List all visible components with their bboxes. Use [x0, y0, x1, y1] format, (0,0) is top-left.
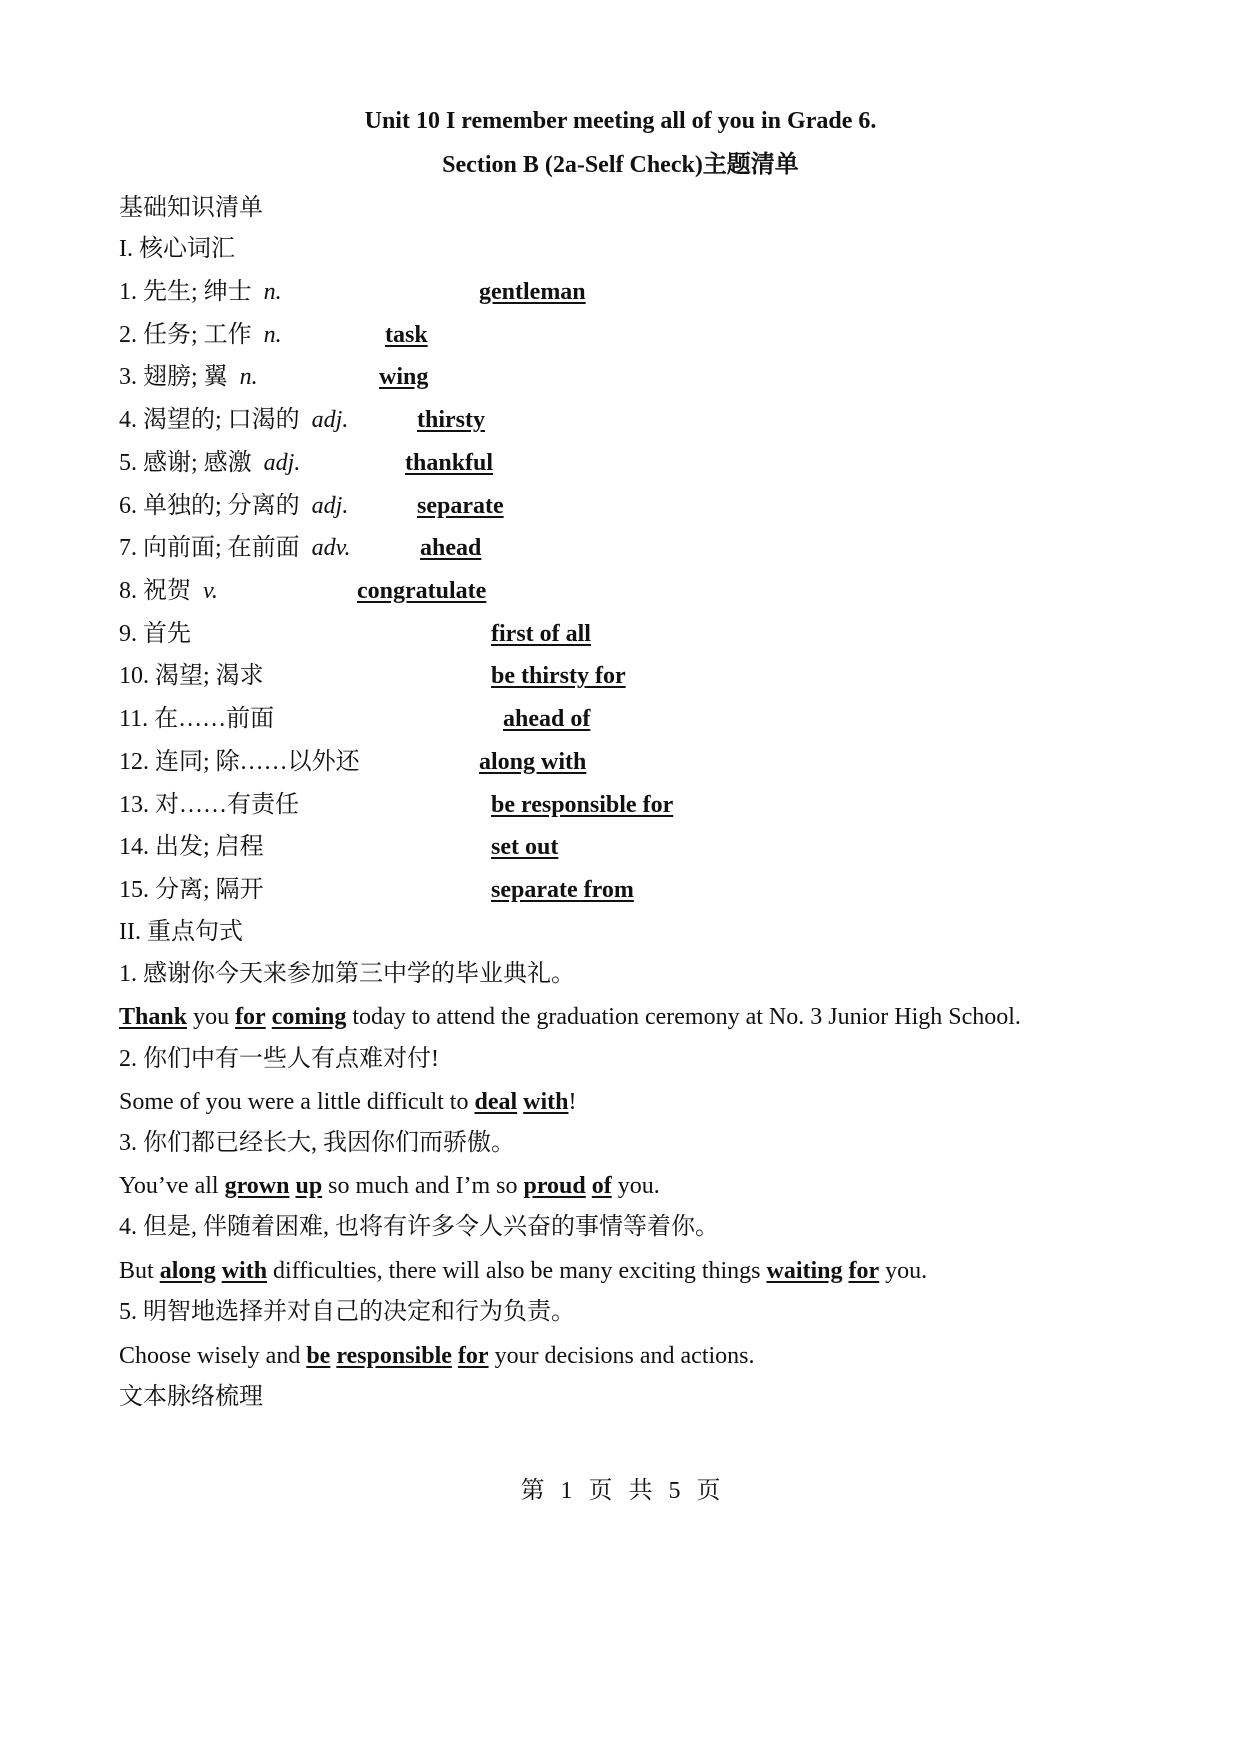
- basics-heading: 基础知识清单: [119, 195, 263, 221]
- vocab-answer: congratulate: [357, 578, 487, 604]
- sentence-text: your decisions and actions.: [488, 1343, 755, 1369]
- answer-word: with: [221, 1258, 268, 1284]
- sentences-heading: II. 重点句式: [119, 919, 243, 945]
- vocab-cn: 14. 出发; 启程: [119, 834, 264, 860]
- text-outline-heading: 文本脉络梳理: [119, 1384, 263, 1410]
- vocab-pos: adj.: [311, 407, 349, 433]
- sentence-text: so much and I’m so: [322, 1173, 524, 1199]
- vocab-pos: v.: [203, 578, 218, 604]
- vocab-cn: 12. 连同; 除……以外还: [119, 749, 360, 775]
- answer-word: deal: [474, 1089, 518, 1115]
- vocab-pos: n.: [263, 279, 282, 305]
- vocab-answer: wing: [379, 364, 429, 390]
- vocab-cn: 13. 对……有责任: [119, 792, 299, 818]
- sentence-text: you.: [879, 1258, 928, 1284]
- answer-word: for: [848, 1258, 880, 1284]
- vocab-pos: n.: [263, 322, 282, 348]
- sentence-text: You’ve all: [119, 1173, 225, 1199]
- answer-word: responsible: [336, 1343, 452, 1369]
- vocab-answer: be thirsty for: [491, 663, 626, 689]
- vocab-cn: 11. 在……前面: [119, 706, 275, 732]
- answer-word: grown: [224, 1173, 290, 1199]
- sentence-cn: 1. 感谢你今天来参加第三中学的毕业典礼。: [119, 961, 575, 987]
- vocab-answer: thirsty: [417, 407, 485, 433]
- sentence-text: you.: [611, 1173, 660, 1199]
- vocab-answer: gentleman: [479, 279, 586, 305]
- vocab-cn: 8. 祝贺: [119, 578, 191, 604]
- sentence-en: [119, 1087, 577, 1117]
- sentence-en: [119, 1256, 927, 1286]
- vocab-cn: 2. 任务; 工作: [119, 322, 252, 348]
- sentence-cn: 4. 但是, 伴随着困难, 也将有许多令人兴奋的事情等着你。: [119, 1214, 719, 1240]
- sentence-text: But: [119, 1258, 160, 1284]
- vocab-cn: 6. 单独的; 分离的: [119, 493, 300, 519]
- vocab-cn: 10. 渴望; 渴求: [119, 663, 264, 689]
- answer-word: Thank: [119, 1004, 188, 1030]
- vocab-cn: 1. 先生; 绅士: [119, 279, 252, 305]
- vocab-pos: adj.: [311, 493, 349, 519]
- sentence-cn: 5. 明智地选择并对自己的决定和行为负责。: [119, 1299, 575, 1325]
- sentence-text: Choose wisely and: [119, 1343, 307, 1369]
- sentence-text: you: [187, 1004, 236, 1030]
- vocab-cn: 4. 渴望的; 口渴的: [119, 407, 300, 433]
- vocab-answer: along with: [479, 749, 587, 775]
- vocab-pos: n.: [239, 364, 258, 390]
- vocab-cn: 5. 感谢; 感激: [119, 450, 252, 476]
- sentence-text: !: [568, 1089, 577, 1115]
- sentence-text: difficulties, there will also be many exciting things: [267, 1258, 767, 1284]
- vocab-pos: adv.: [311, 535, 351, 561]
- answer-word: with: [523, 1089, 569, 1115]
- section-subtitle: Section B (2a-Self Check)主题清单: [442, 152, 799, 178]
- answer-word: of: [591, 1173, 612, 1199]
- unit-title: Unit 10 I remember meeting all of you in Grade 6.: [364, 108, 877, 134]
- sentence-cn: 3. 你们都已经长大, 我因你们而骄傲。: [119, 1130, 515, 1156]
- vocab-answer: set out: [491, 834, 559, 860]
- vocab-cn: 15. 分离; 隔开: [119, 877, 264, 903]
- answer-word: up: [295, 1173, 323, 1199]
- page-footer: 第 1 页 共 5 页: [520, 1478, 721, 1504]
- vocab-answer: first of all: [491, 621, 591, 647]
- vocab-answer: task: [385, 322, 428, 348]
- vocab-answer: be responsible for: [491, 792, 674, 818]
- sentence-en: [119, 1171, 660, 1201]
- vocab-answer: separate from: [491, 877, 634, 903]
- sentence-en: [119, 1002, 1021, 1032]
- answer-word: be: [306, 1343, 331, 1369]
- vocab-cn: 3. 翅膀; 翼: [119, 364, 228, 390]
- answer-word: along: [159, 1258, 216, 1284]
- sentence-text: Some of you were a little difficult to: [119, 1089, 475, 1115]
- answer-word: for: [235, 1004, 266, 1030]
- vocab-answer: separate: [417, 493, 504, 519]
- answer-word: proud: [523, 1173, 586, 1199]
- answer-word: for: [457, 1343, 489, 1369]
- sentence-en: [119, 1341, 755, 1371]
- vocab-heading: I. 核心词汇: [119, 236, 235, 262]
- sentence-cn: 2. 你们中有一些人有点难对付!: [119, 1046, 439, 1072]
- vocab-answer: ahead: [420, 535, 482, 561]
- vocab-pos: adj.: [263, 450, 301, 476]
- vocab-answer: thankful: [405, 450, 494, 476]
- vocab-cn: 7. 向前面; 在前面: [119, 535, 300, 561]
- answer-word: coming: [271, 1004, 347, 1030]
- vocab-cn: 9. 首先: [119, 621, 191, 647]
- sentence-text: today to attend the graduation ceremony at No. 3 Junior High School.: [346, 1004, 1021, 1030]
- answer-word: waiting: [766, 1258, 843, 1284]
- vocab-answer: ahead of: [503, 706, 591, 732]
